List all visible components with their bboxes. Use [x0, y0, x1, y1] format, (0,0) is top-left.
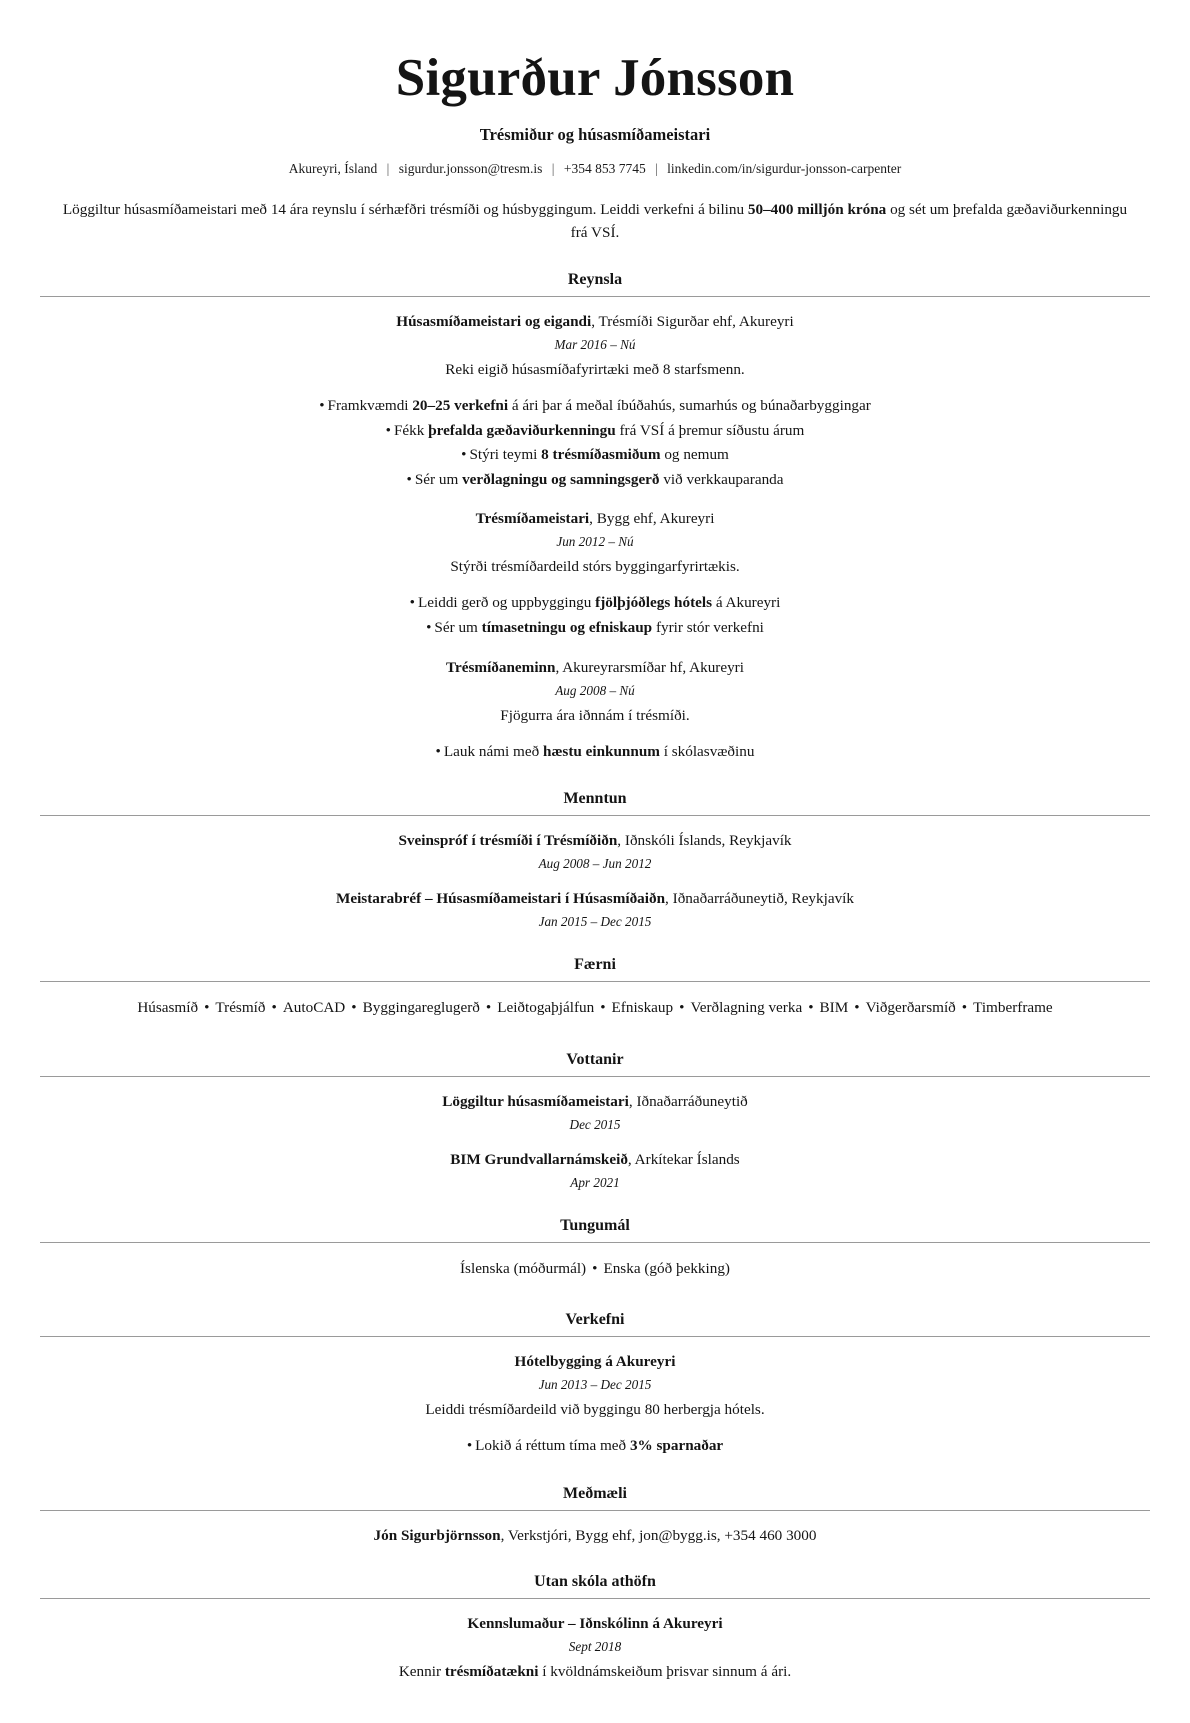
entry-description-highlight: trésmíðatækni — [444, 1662, 539, 1680]
bullet-text-start: Sér um — [434, 619, 482, 637]
section-certifications — [40, 1051, 1150, 1191]
bullet-text-start: Lauk námi með — [443, 742, 543, 760]
resume-entry — [40, 1351, 1150, 1459]
bullet-text-end: fyrir stór verkefni — [652, 619, 764, 637]
entry-description: Leiddi trésmíðardeild við byggingu 80 herbergja hótels. — [425, 1401, 765, 1419]
bullet-highlight: 20–25 verkefni — [412, 396, 509, 414]
bullet-dot-icon: • — [426, 619, 432, 637]
bullet-dot-icon: • — [435, 742, 441, 760]
section-divider — [40, 1076, 1150, 1077]
entry-title-secondary: , Akureyrarsmíðar hf, Akureyri — [555, 658, 744, 676]
entry-title — [40, 1091, 1150, 1113]
bullet-dot-icon: • — [461, 446, 467, 464]
entry-bullet-list — [40, 740, 1150, 765]
resume-entry — [40, 1149, 1150, 1191]
contact-separator: | — [551, 161, 555, 177]
entry-date-range: Sept 2018 — [568, 1638, 622, 1654]
bullet-dot-icon: • — [351, 999, 357, 1017]
bullet-dot-icon: • — [592, 1259, 598, 1277]
bullet-dot-icon: • — [271, 999, 277, 1017]
entry-bullet-list — [40, 591, 1150, 640]
section-heading-references: Meðmæli — [563, 1484, 627, 1502]
bullet-highlight: 3% sparnaðar — [629, 1437, 724, 1455]
education-entries — [40, 830, 1150, 930]
bullet-text-end: frá VSÍ á þremur síðustu árum — [615, 421, 805, 439]
skill-item: BIM — [819, 999, 849, 1017]
section-projects — [40, 1311, 1150, 1459]
reference-entries — [40, 1525, 1150, 1547]
skill-item: Efniskaup — [611, 999, 674, 1017]
bullet-highlight: hæstu einkunnum — [543, 742, 660, 760]
bullet-item — [40, 740, 1150, 765]
entry-title-secondary: , Iðnaðarráðuneytið, Reykjavík — [665, 890, 854, 908]
bullet-text-start: Lokið á réttum tíma með — [475, 1437, 630, 1455]
bullet-highlight: verðlagningu og samningsgerð — [462, 470, 660, 488]
bullet-text-start: Stýri teymi — [469, 446, 542, 464]
entry-title — [40, 1525, 1150, 1547]
entry-title-primary: Húsasmíðameistari og eigandi — [396, 312, 592, 330]
bullet-item — [40, 591, 1150, 616]
entry-title-primary: Hótelbygging á Akureyri — [514, 1353, 676, 1371]
language-item: Íslenska (móðurmál) — [460, 1259, 587, 1277]
entry-title-primary: Trésmíðameistari — [475, 510, 590, 528]
entry-description-start: Kennir — [398, 1662, 445, 1680]
section-divider — [40, 1242, 1150, 1243]
section-experience — [40, 271, 1150, 765]
bullet-dot-icon: • — [406, 470, 412, 488]
entry-title-primary: BIM Grundvallarnámskeið — [450, 1150, 628, 1168]
bullet-dot-icon: • — [409, 594, 415, 612]
resume-entry — [40, 888, 1150, 930]
resume-entry — [40, 1091, 1150, 1133]
section-divider — [40, 1510, 1150, 1511]
entry-description: Fjögurra ára iðnnám í trésmíði. — [500, 706, 690, 724]
section-divider — [40, 1336, 1150, 1337]
skill-item: Viðgerðarsmíð — [865, 999, 956, 1017]
entry-description-end: í kvöldnámskeiðum þrisvar sinnum á ári. — [538, 1662, 792, 1680]
entry-date-range: Dec 2015 — [569, 1116, 621, 1132]
summary-text-start: Löggiltur húsasmíðameistari með 14 ára reynslu í sérhæfðri trésmíði og húsbyggingum. Leiddi verkefni á bilinu — [62, 201, 748, 219]
bullet-item — [40, 419, 1150, 444]
entry-title-primary: Meistarabréf – Húsasmíðameistari í Húsasmíðaiðn — [336, 890, 666, 908]
bullet-text-end: á ári þar á meðal íbúðahús, sumarhús og búnaðarbyggingar — [508, 396, 871, 414]
contact-email[interactable]: sigurdur.jonsson@tresm.is — [398, 161, 543, 177]
entry-title-secondary: , Trésmíði Sigurðar ehf, Akureyri — [591, 312, 794, 330]
entry-title-secondary: , Bygg ehf, Akureyri — [589, 510, 715, 528]
bullet-text-end: á Akureyri — [712, 594, 781, 612]
page-title: Sigurður Jónsson — [395, 49, 795, 107]
bullet-dot-icon: • — [600, 999, 606, 1017]
entry-title — [40, 1613, 1150, 1635]
bullet-dot-icon: • — [808, 999, 814, 1017]
entry-title-primary: Trésmíðaneminn — [446, 658, 556, 676]
resume-entry — [40, 830, 1150, 872]
bullet-item — [40, 468, 1150, 493]
resume-entry — [40, 1613, 1150, 1683]
contact-line — [40, 161, 1150, 177]
bullet-dot-icon: • — [961, 999, 968, 1017]
entry-title-secondary: , Iðnskóli Íslands, Reykjavík — [617, 832, 792, 850]
entry-title-primary: Kennslumaður – Iðnskólinn á Akureyri — [467, 1614, 723, 1632]
entry-title — [40, 311, 1150, 333]
bullet-text-end: við verkkauparanda — [659, 470, 784, 488]
section-extracurricular — [40, 1573, 1150, 1683]
entry-date-range: Aug 2008 – Nú — [555, 682, 635, 698]
contact-linkedin[interactable]: linkedin.com/in/sigurdur-jonsson-carpenter — [667, 161, 902, 177]
resume-entry — [40, 508, 1150, 640]
skill-item: Húsasmíð — [137, 999, 199, 1017]
section-skills — [40, 956, 1150, 1024]
bullet-highlight: 8 trésmíðasmiðum — [541, 446, 661, 464]
skills-list — [40, 996, 1150, 1024]
project-entries — [40, 1351, 1150, 1459]
bullet-dot-icon: • — [204, 999, 210, 1017]
section-divider — [40, 815, 1150, 816]
section-heading-skills: Færni — [574, 956, 616, 974]
bullet-highlight: tímasetningu og efniskaup — [481, 619, 653, 637]
section-divider — [40, 1598, 1150, 1599]
contact-separator: | — [386, 161, 390, 177]
bullet-item — [40, 394, 1150, 419]
entry-bullet-list — [40, 394, 1150, 493]
bullet-dot-icon: • — [466, 1437, 473, 1455]
entry-bullet-list — [40, 1434, 1150, 1459]
bullet-highlight: fjölþjóðlegs hótels — [595, 594, 713, 612]
extracurricular-entries — [40, 1613, 1150, 1683]
bullet-text-start: Fékk — [393, 421, 429, 439]
entry-title — [40, 1149, 1150, 1171]
entry-date-range: Jun 2012 – Nú — [556, 534, 634, 550]
resume-entry — [40, 1525, 1150, 1547]
bullet-dot-icon: • — [319, 396, 325, 414]
entry-description: Stýrði trésmíðardeild stórs byggingarfyrirtækis. — [450, 558, 740, 576]
resume-entry — [40, 311, 1150, 493]
entry-title-primary: Löggiltur húsasmíðameistari — [442, 1092, 629, 1110]
bullet-item — [40, 616, 1150, 641]
entry-title-secondary: , Arkítekar Íslands — [627, 1150, 740, 1168]
languages-list — [40, 1257, 1150, 1285]
entry-title-primary: Sveinspróf í trésmíði í Trésmíðiðn — [398, 832, 618, 850]
section-languages — [40, 1217, 1150, 1285]
contact-phone[interactable]: +354 853 7745 — [563, 161, 646, 177]
entry-title — [40, 657, 1150, 679]
bullet-text-end: og nemum — [660, 446, 729, 464]
bullet-text-start: Sér um — [414, 470, 463, 488]
section-divider — [40, 981, 1150, 982]
section-heading-experience: Reynsla — [567, 270, 623, 288]
section-heading-languages: Tungumál — [560, 1216, 630, 1234]
skill-item: Verðlagning verka — [690, 999, 803, 1017]
entry-title-primary: Jón Sigurbjörnsson — [373, 1526, 501, 1544]
bullet-dot-icon: • — [679, 999, 685, 1017]
summary-highlight: 50–400 milljón króna — [747, 201, 887, 219]
professional-summary — [58, 199, 1132, 245]
bullet-highlight: þrefalda gæðaviðurkenningu — [428, 421, 616, 439]
entry-date-range: Jun 2013 – Dec 2015 — [538, 1377, 652, 1393]
section-heading-education: Menntun — [563, 790, 627, 808]
skill-item: Trésmíð — [215, 999, 266, 1017]
entry-date-range: Aug 2008 – Jun 2012 — [538, 856, 652, 872]
bullet-dot-icon: • — [854, 999, 860, 1017]
bullet-item — [40, 443, 1150, 468]
skill-item: Timberframe — [973, 999, 1053, 1017]
entry-title-secondary: , Verkstjóri, Bygg ehf, jon@bygg.is, +354 460 3000 — [500, 1526, 817, 1544]
section-references — [40, 1485, 1150, 1547]
section-heading-extracurricular: Utan skóla athöfn — [534, 1572, 656, 1590]
certification-entries — [40, 1091, 1150, 1191]
entry-date-range: Jan 2015 – Dec 2015 — [538, 914, 652, 930]
section-education — [40, 790, 1150, 930]
contact-location: Akureyri, Ísland — [288, 161, 378, 177]
bullet-text-start: Leiddi gerð og uppbyggingu — [417, 594, 596, 612]
entry-title — [40, 888, 1150, 910]
language-item: Enska (góð þekking) — [603, 1259, 730, 1277]
entry-date-range: Mar 2016 – Nú — [554, 336, 636, 352]
summary-text-end: og sét um þrefalda gæðaviðurkenningu frá VSÍ. — [570, 201, 1128, 242]
bullet-text-end: í skólasvæðinu — [659, 742, 755, 760]
entry-description: Reki eigið húsasmíðafyrirtæki með 8 starfsmenn. — [445, 360, 745, 378]
bullet-dot-icon: • — [485, 999, 492, 1017]
entry-description — [40, 1661, 1150, 1683]
entry-title — [40, 830, 1150, 852]
resume-entry — [40, 657, 1150, 765]
skill-item: Leiðtogaþjálfun — [497, 999, 595, 1017]
bullet-text-start: Framkvæmdi — [327, 396, 413, 414]
entry-title-secondary: , Iðnaðarráðuneytið — [628, 1092, 748, 1110]
skill-item: Byggingareglugerð — [362, 999, 480, 1017]
entry-date-range: Apr 2021 — [570, 1174, 620, 1190]
skill-item: AutoCAD — [282, 999, 346, 1017]
section-heading-certifications: Vottanir — [566, 1050, 624, 1068]
section-divider — [40, 296, 1150, 297]
section-heading-projects: Verkefni — [565, 1311, 625, 1329]
bullet-dot-icon: • — [385, 421, 391, 439]
professional-headline: Trésmiður og húsasmíðameistari — [479, 125, 711, 145]
entry-title — [40, 1351, 1150, 1373]
experience-entries — [40, 311, 1150, 765]
entry-title — [40, 508, 1150, 530]
contact-separator: | — [655, 161, 658, 177]
bullet-item — [40, 1434, 1150, 1459]
